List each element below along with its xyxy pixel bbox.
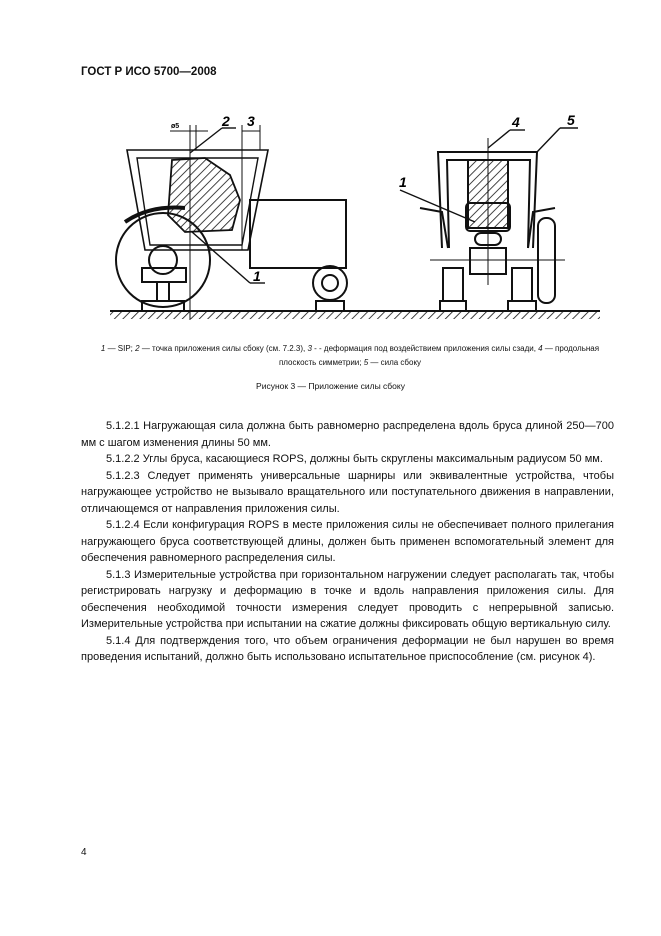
legend-text: - - деформация под воздействием приложения силы сзади, bbox=[311, 344, 539, 353]
legend-num: 2 bbox=[135, 344, 140, 353]
legend-text: — продольная плоскость симметрии; bbox=[278, 344, 600, 367]
legend-text: — сила сбоку bbox=[368, 358, 422, 367]
paragraph-5-1-2-1: 5.1.2.1 Нагружающая сила должна быть равномерно распределена вдоль бруса длиной 250—700 мм с шагом изменения длины 50 мм. bbox=[81, 420, 614, 449]
callout-1-front: 1 bbox=[399, 174, 407, 190]
figure-legend bbox=[84, 342, 616, 370]
tractor-side-view bbox=[116, 125, 347, 320]
legend-num: 3 bbox=[307, 344, 312, 353]
callout-1: 1 bbox=[253, 268, 261, 284]
paragraph-5-1-2-3: 5.1.2.3 Следует применять универсальные шарниры или эквивалентные устройства, чтобы нагружающее устройство не вызывало вращательного или поступательного движения в направлении, отличающемся от направления приложения силы. bbox=[81, 469, 614, 515]
ground-line bbox=[110, 311, 600, 319]
legend-num: 1 bbox=[100, 344, 106, 353]
dimension-label: ø5 bbox=[171, 123, 180, 130]
paragraph-5-1-2-4: 5.1.2.4 Если конфигурация ROPS в месте приложения силы не обеспечивает полного прилегания нагружающего бруса соответствующей длины, должен быть применен вспомогательный элемент для обеспечения равномерного распределения силы. bbox=[81, 519, 614, 564]
callout-2: 2 bbox=[222, 113, 230, 129]
callout-4: 4 bbox=[512, 114, 520, 130]
legend-num: 4 bbox=[538, 344, 543, 353]
legend-text: — SIP; bbox=[105, 344, 136, 353]
tractor-front-view bbox=[400, 128, 578, 311]
figure-3-side-load-diagram bbox=[0, 0, 661, 336]
callout-5: 5 bbox=[567, 112, 575, 128]
paragraph-5-1-4: 5.1.4 Для подтверждения того, что объем ограничения деформации не был нарушен во время проведения испытаний, должно быть использовано испытательное приспособление (см. рисунок 4). bbox=[81, 634, 614, 663]
page-number: 4 bbox=[81, 847, 87, 858]
paragraph-5-1-2-2: 5.1.2.2 Углы бруса, касающиеся ROPS, должны быть скруглены максимальным радиусом 50 мм. bbox=[106, 453, 603, 465]
paragraph-5-1-3: 5.1.3 Измерительные устройства при горизонтальном нагружении следует располагать так, чтобы регистрировать нагрузку и деформацию в точке и вдоль направления приложения силы. Для обеспечения необходимой точности измерения следует проводить с непрерывной записью. Измерительные устройства при испытании на сжатие должны фиксировать общую вертикальную силу. bbox=[81, 568, 614, 630]
legend-num: 5 bbox=[363, 358, 369, 367]
callout-3: 3 bbox=[247, 113, 255, 129]
legend-text: — точка приложения силы сбоку (см. 7.2.3), bbox=[139, 344, 308, 353]
figure-caption: Рисунок 3 — Приложение силы сбоку bbox=[256, 381, 405, 391]
body-text bbox=[81, 418, 614, 666]
document-header: ГОСТ Р ИСО 5700—2008 bbox=[81, 66, 217, 78]
